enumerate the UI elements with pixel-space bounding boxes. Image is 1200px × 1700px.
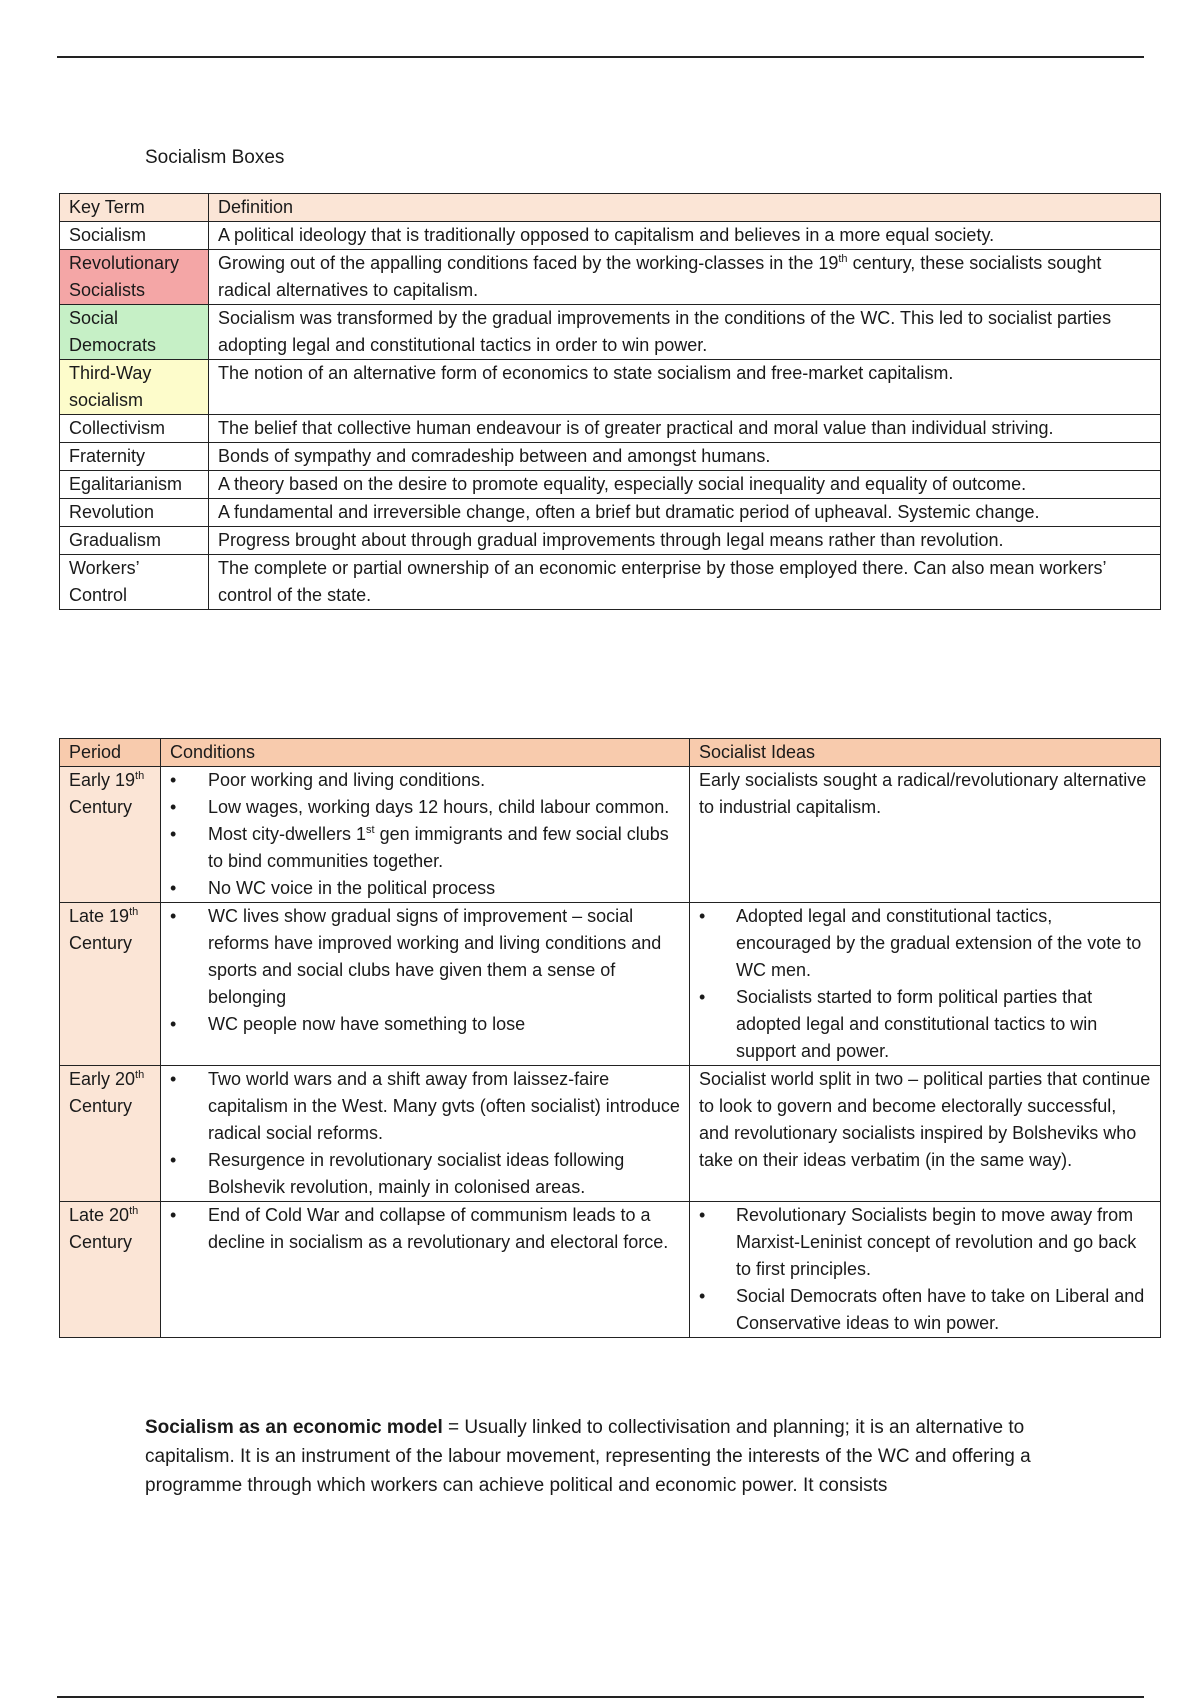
key-term-row — [60, 222, 1161, 250]
definition-cell: The notion of an alternative form of economics to state socialism and free-market capitalism. — [209, 360, 1161, 415]
definition-header: Definition — [209, 194, 1161, 222]
conditions-cell — [161, 1202, 690, 1338]
definition-cell: Growing out of the appalling conditions faced by the working-classes in the 19th century, these socialists sought radical alternatives to capitalism. — [209, 250, 1161, 305]
conditions-cell — [161, 1066, 690, 1202]
definition-cell: Bonds of sympathy and comradeship between and amongst humans. — [209, 443, 1161, 471]
condition-item: • WC people now have something to lose — [170, 1011, 680, 1038]
condition-item: • Two world wars and a shift away from laissez-faire capitalism in the West. Many gvts (often socialist) introduce radical social reforms. — [170, 1066, 680, 1147]
socialist-idea-item: • Revolutionary Socialists begin to move away from Marxist-Leninist concept of revolution and go back to first principles. — [699, 1202, 1151, 1283]
condition-item: • Most city-dwellers 1st gen immigrants and few social clubs to bind communities together. — [170, 821, 680, 875]
periods-header-row — [60, 739, 1161, 767]
key-term-row — [60, 443, 1161, 471]
key-term-row — [60, 250, 1161, 305]
key-terms-header-row — [60, 194, 1161, 222]
key-term-header: Key Term — [60, 194, 209, 222]
top-rule — [57, 56, 1144, 58]
period-row — [60, 1202, 1161, 1338]
key-term-row — [60, 360, 1161, 415]
key-term-row — [60, 499, 1161, 527]
bottom-rule — [57, 1696, 1144, 1698]
economic-model-label: Socialism as an economic model — [145, 1417, 443, 1438]
key-term-cell: Revolutionary Socialists — [60, 250, 209, 305]
condition-item: • End of Cold War and collapse of communism leads to a decline in socialism as a revolutionary and electoral force. — [170, 1202, 680, 1256]
socialist-ideas-header: Socialist Ideas — [690, 739, 1161, 767]
socialist-ideas-cell: Socialist world split in two – political parties that continue to look to govern and become electorally successful, and revolutionary socialists inspired by Bolsheviks who take on their ideas verbatim (in the same way). — [690, 1066, 1161, 1202]
key-term-row — [60, 471, 1161, 499]
document-title: Socialism Boxes — [145, 147, 285, 168]
condition-item: • WC lives show gradual signs of improvement – social reforms have improved working and living conditions and sports and social clubs have given them a sense of belonging — [170, 903, 680, 1011]
conditions-cell — [161, 767, 690, 903]
socialist-ideas-cell — [690, 1202, 1161, 1338]
key-term-row — [60, 415, 1161, 443]
condition-item: • Low wages, working days 12 hours, child labour common. — [170, 794, 680, 821]
period-cell: Early 20th Century — [60, 1066, 161, 1202]
key-term-cell: Egalitarianism — [60, 471, 209, 499]
definition-cell: A fundamental and irreversible change, often a brief but dramatic period of upheaval. Systemic change. — [209, 499, 1161, 527]
condition-item: • No WC voice in the political process — [170, 875, 680, 902]
period-row — [60, 1066, 1161, 1202]
periods-table — [59, 738, 1161, 1338]
definition-cell: The complete or partial ownership of an economic enterprise by those employed there. Can also mean workers’ control of the state. — [209, 555, 1161, 610]
key-term-cell: Social Democrats — [60, 305, 209, 360]
socialist-ideas-cell — [690, 903, 1161, 1066]
economic-model-paragraph — [145, 1413, 1065, 1500]
conditions-cell — [161, 903, 690, 1066]
definition-cell: A theory based on the desire to promote equality, especially social inequality and equality of outcome. — [209, 471, 1161, 499]
key-term-cell: Collectivism — [60, 415, 209, 443]
socialist-ideas-cell: Early socialists sought a radical/revolutionary alternative to industrial capitalism. — [690, 767, 1161, 903]
socialist-idea-item: • Socialists started to form political parties that adopted legal and constitutional tactics to win support and power. — [699, 984, 1151, 1065]
key-term-row — [60, 527, 1161, 555]
key-terms-table — [59, 193, 1161, 610]
period-cell: Late 19th Century — [60, 903, 161, 1066]
period-header: Period — [60, 739, 161, 767]
economic-model-text: = Usually linked to collectivisation and planning; it is an alternative to capitalism. It is an instrument of the labour movement, representing the interests of the WC and offering a programme through which workers can achieve political and economic power. It consists — [145, 1417, 1031, 1496]
socialist-idea-item: • Adopted legal and constitutional tactics, encouraged by the gradual extension of the vote to WC men. — [699, 903, 1151, 984]
period-row — [60, 903, 1161, 1066]
key-term-cell: Socialism — [60, 222, 209, 250]
key-term-row — [60, 305, 1161, 360]
conditions-header: Conditions — [161, 739, 690, 767]
definition-cell: Progress brought about through gradual improvements through legal means rather than revolution. — [209, 527, 1161, 555]
definition-cell: The belief that collective human endeavour is of greater practical and moral value than individual striving. — [209, 415, 1161, 443]
key-term-cell: Fraternity — [60, 443, 209, 471]
key-term-row — [60, 555, 1161, 610]
condition-item: • Resurgence in revolutionary socialist ideas following Bolshevik revolution, mainly in colonised areas. — [170, 1147, 680, 1201]
socialist-idea-item: • Social Democrats often have to take on Liberal and Conservative ideas to win power. — [699, 1283, 1151, 1337]
period-cell: Early 19th Century — [60, 767, 161, 903]
definition-cell: A political ideology that is traditionally opposed to capitalism and believes in a more equal society. — [209, 222, 1161, 250]
key-term-cell: Revolution — [60, 499, 209, 527]
key-term-cell: Gradualism — [60, 527, 209, 555]
definition-cell: Socialism was transformed by the gradual improvements in the conditions of the WC. This led to socialist parties adopting legal and constitutional tactics in order to win power. — [209, 305, 1161, 360]
period-cell: Late 20th Century — [60, 1202, 161, 1338]
period-row — [60, 767, 1161, 903]
condition-item: • Poor working and living conditions. — [170, 767, 680, 794]
key-term-cell: Third-Way socialism — [60, 360, 209, 415]
key-term-cell: Workers’ Control — [60, 555, 209, 610]
